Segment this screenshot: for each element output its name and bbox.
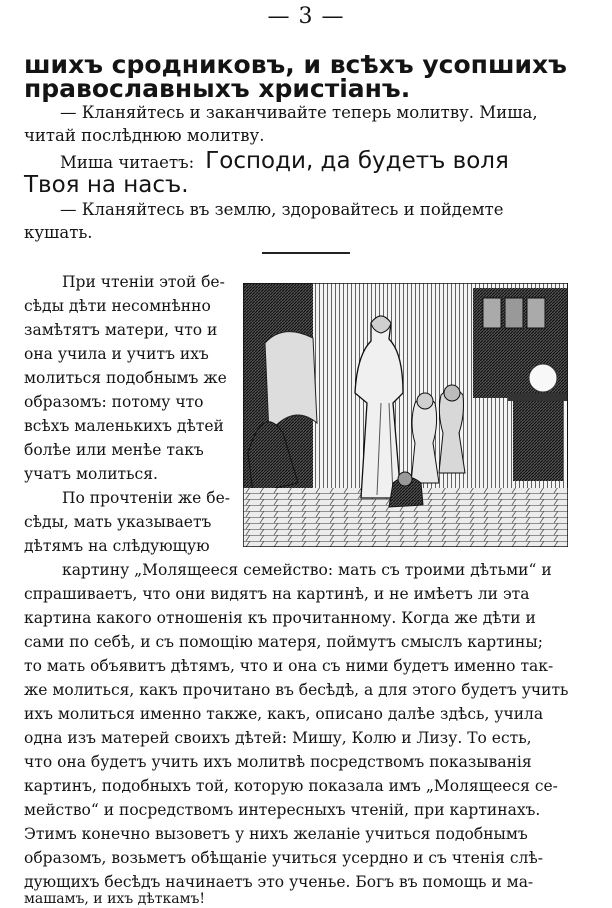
text-line: одна изъ матерей своихъ дѣтей: Мишу, Колю и Лизу. То есть, — [24, 729, 532, 747]
text-line: машамъ, и ихъ дѣткамъ! — [24, 891, 205, 907]
text-line: Этимъ конечно вызоветъ у нихъ желаніе учиться подобнымъ — [24, 825, 528, 843]
prayer-text-end: Твоя на насъ. — [24, 172, 189, 198]
section-divider — [262, 252, 350, 254]
left-line: При чтеніи этой бе- — [62, 273, 225, 291]
left-line: сѣды дѣти несомнѣнно — [24, 297, 211, 315]
prayer-line — [60, 148, 509, 174]
text-line: образомъ, возьметъ обѣщаніе учиться усердно и съ чтенія слѣ- — [24, 849, 543, 867]
heading-line-2: православныхъ христіанъ. — [24, 74, 411, 103]
prayer-text: Господи, да будетъ воля — [205, 148, 509, 174]
text-line-7: — Кланяйтесь въ землю, здоровайтесь и пойдемте — [60, 200, 504, 219]
left-line: По прочтеніи же бе- — [62, 489, 231, 507]
text-line: то мать объявитъ дѣтямъ, что и она съ ними будетъ именно так- — [24, 657, 554, 675]
text-line: мейство“ и посредствомъ интересныхъ чтеній, при картинахъ. — [24, 801, 541, 819]
left-line: сѣды, мать указываетъ — [24, 513, 212, 531]
speaker-label: Миша читаетъ: — [60, 153, 195, 172]
text-line-8: кушать. — [24, 223, 93, 242]
page-number: — 3 — — [267, 4, 345, 29]
heading-line-1: шихъ сродниковъ, и всѣхъ усопшихъ — [24, 50, 567, 79]
left-line: дѣтямъ на слѣдующую — [24, 537, 210, 555]
left-line: учатъ молиться. — [24, 465, 158, 483]
text-line: что она будетъ учить ихъ молитвѣ посредствомъ показыванія — [24, 753, 532, 771]
left-line: молиться подобнымъ же — [24, 369, 227, 387]
text-line: же молиться, какъ прочитано въ бесѣдѣ, а для этого будетъ учить — [24, 681, 569, 699]
text-line-4: читай послѣднюю молитву. — [24, 126, 265, 145]
left-line: всѣхъ маленькихъ дѣтей — [24, 417, 224, 435]
text-line: картину „Молящееся семейство: мать съ троими дѣтьми“ и — [62, 561, 552, 579]
text-line: картинъ, подобныхъ той, которую показала имъ „Молящееся се- — [24, 777, 558, 795]
text-line: картина какого отношенія къ прочитанному. Когда же дѣти и — [24, 609, 536, 627]
praying-family-engraving — [243, 283, 568, 547]
left-line: она учила и учитъ ихъ — [24, 345, 209, 363]
text-line: сами по себѣ, и съ помощію матеря, поймутъ смыслъ картины; — [24, 633, 543, 651]
left-line: замѣтятъ матери, что и — [24, 321, 218, 339]
text-line: спрашиваетъ, что они видятъ на картинѣ, и не имѣетъ ли эта — [24, 585, 530, 603]
text-line: дующихъ бесѣдъ начинаетъ это ученье. Богъ въ помощь и ма- — [24, 873, 534, 891]
text-line: ихъ молиться именно также, какъ, описано далѣе здѣсь, учила — [24, 705, 544, 723]
text-line-3: — Кланяйтесь и заканчивайте теперь молитву. Миша, — [60, 103, 538, 122]
left-line: образомъ: потому что — [24, 393, 204, 411]
left-line: болѣе или менѣе такъ — [24, 441, 204, 459]
